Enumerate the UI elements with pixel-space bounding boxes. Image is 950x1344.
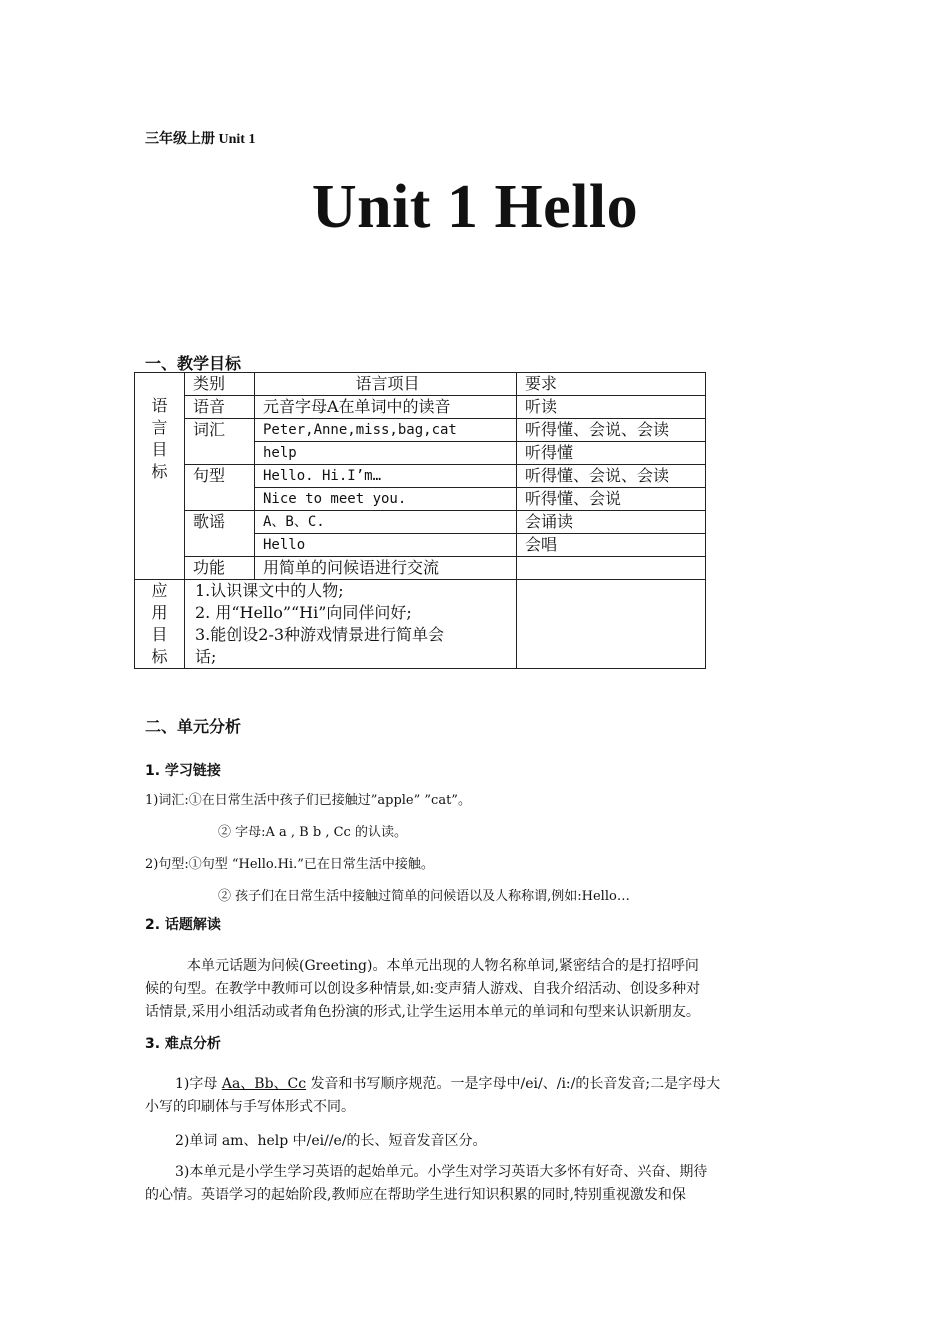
teaching-goals-table — [134, 372, 706, 669]
cell-item: Hello. Hi.I’m… — [255, 465, 517, 488]
header-category: 类别 — [185, 373, 255, 396]
application-goal-requirement — [517, 580, 706, 669]
learning-link-line: 2)句型:①句型 “Hello.Hi.”已在日常生活中接触。 — [145, 857, 434, 872]
section2-heading: 二、单元分析 — [145, 717, 242, 736]
learning-link-heading: 1. 学习链接 — [145, 763, 221, 779]
cell-requirement — [517, 557, 706, 580]
table-row — [135, 396, 706, 419]
learning-link-line: ② 字母:A a , B b , Cc 的认读。 — [218, 825, 407, 840]
cell-category: 词汇 — [185, 419, 255, 465]
page-title: Unit 1 Hello — [311, 173, 639, 241]
cell-requirement: 听得懂 — [517, 442, 706, 465]
table-row — [135, 465, 706, 488]
difficulty-item-1: 1)字母 Aa、Bb、Cc 发音和书写顺序规范。一是字母中/ei/、/i:/的长音发音;二是字母大 小写的印刷体与手写体形式不同。 — [145, 1076, 721, 1115]
learning-link-line: ② 孩子们在日常生活中接触过简单的问候语以及人称称谓,例如:Hello… — [218, 889, 630, 904]
cell-category: 句型 — [185, 465, 255, 511]
application-goal-content: 1.认识课文中的人物; 2. 用“Hello”“Hi”向同伴问好; 3.能创设2-3种游戏情景进行简单会 话; — [185, 580, 517, 669]
cell-category: 歌谣 — [185, 511, 255, 557]
cell-item: 元音字母A在单词中的读音 — [255, 396, 517, 419]
table-row — [135, 511, 706, 534]
learning-link-line: 1)词汇:①在日常生活中孩子们已接触过”apple” ”cat”。 — [145, 793, 471, 808]
cell-item: help — [255, 442, 517, 465]
table-row — [135, 580, 706, 669]
subject-line: 三年级上册 Unit 1 — [145, 132, 256, 147]
cell-requirement: 会诵读 — [517, 511, 706, 534]
topic-paragraph: 本单元话题为问候(Greeting)。本单元出现的人物名称单词,紧密结合的是打招呼问 候的句型。在教学中教师可以创设多种情景,如:变声猜人游戏、自我介绍活动、创设多种对 话情景,采用小组活动或者角色扮演的形式,让学生运用本单元的单词和句型来认识新朋友。 — [145, 958, 701, 1020]
cell-requirement: 听得懂、会说、会读 — [517, 465, 706, 488]
difficulty-item-3: 3)本单元是小学生学习英语的起始单元。小学生对学习英语大多怀有好奇、兴奋、期待 的心情。英语学习的起始阶段,教师应在帮助学生进行知识积累的同时,特别重视激发和保 — [145, 1164, 708, 1203]
table-row — [135, 373, 706, 396]
topic-heading: 2. 话题解读 — [145, 917, 221, 933]
difficulty-item-2: 2)单词 am、help 中/ei//e/的长、短音发音区分。 — [175, 1133, 487, 1149]
table-row — [135, 557, 706, 580]
cell-item: A、B、C. — [255, 511, 517, 534]
cell-item: Peter,Anne,miss,bag,cat — [255, 419, 517, 442]
language-goal-label: 语 言 目 标 — [135, 373, 185, 580]
cell-category: 语音 — [185, 396, 255, 419]
cell-item: Hello — [255, 534, 517, 557]
header-item: 语言项目 — [255, 373, 517, 396]
cell-item: Nice to meet you. — [255, 488, 517, 511]
cell-requirement: 听读 — [517, 396, 706, 419]
table-row — [135, 419, 706, 442]
cell-category: 功能 — [185, 557, 255, 580]
section1-heading: 一、教学目标 — [145, 354, 242, 373]
header-requirement: 要求 — [517, 373, 706, 396]
cell-requirement: 会唱 — [517, 534, 706, 557]
cell-requirement: 听得懂、会说 — [517, 488, 706, 511]
difficulty-heading: 3. 难点分析 — [145, 1036, 221, 1052]
cell-item: 用简单的问候语进行交流 — [255, 557, 517, 580]
cell-requirement: 听得懂、会说、会读 — [517, 419, 706, 442]
application-goal-label: 应 用 目 标 — [135, 580, 185, 669]
